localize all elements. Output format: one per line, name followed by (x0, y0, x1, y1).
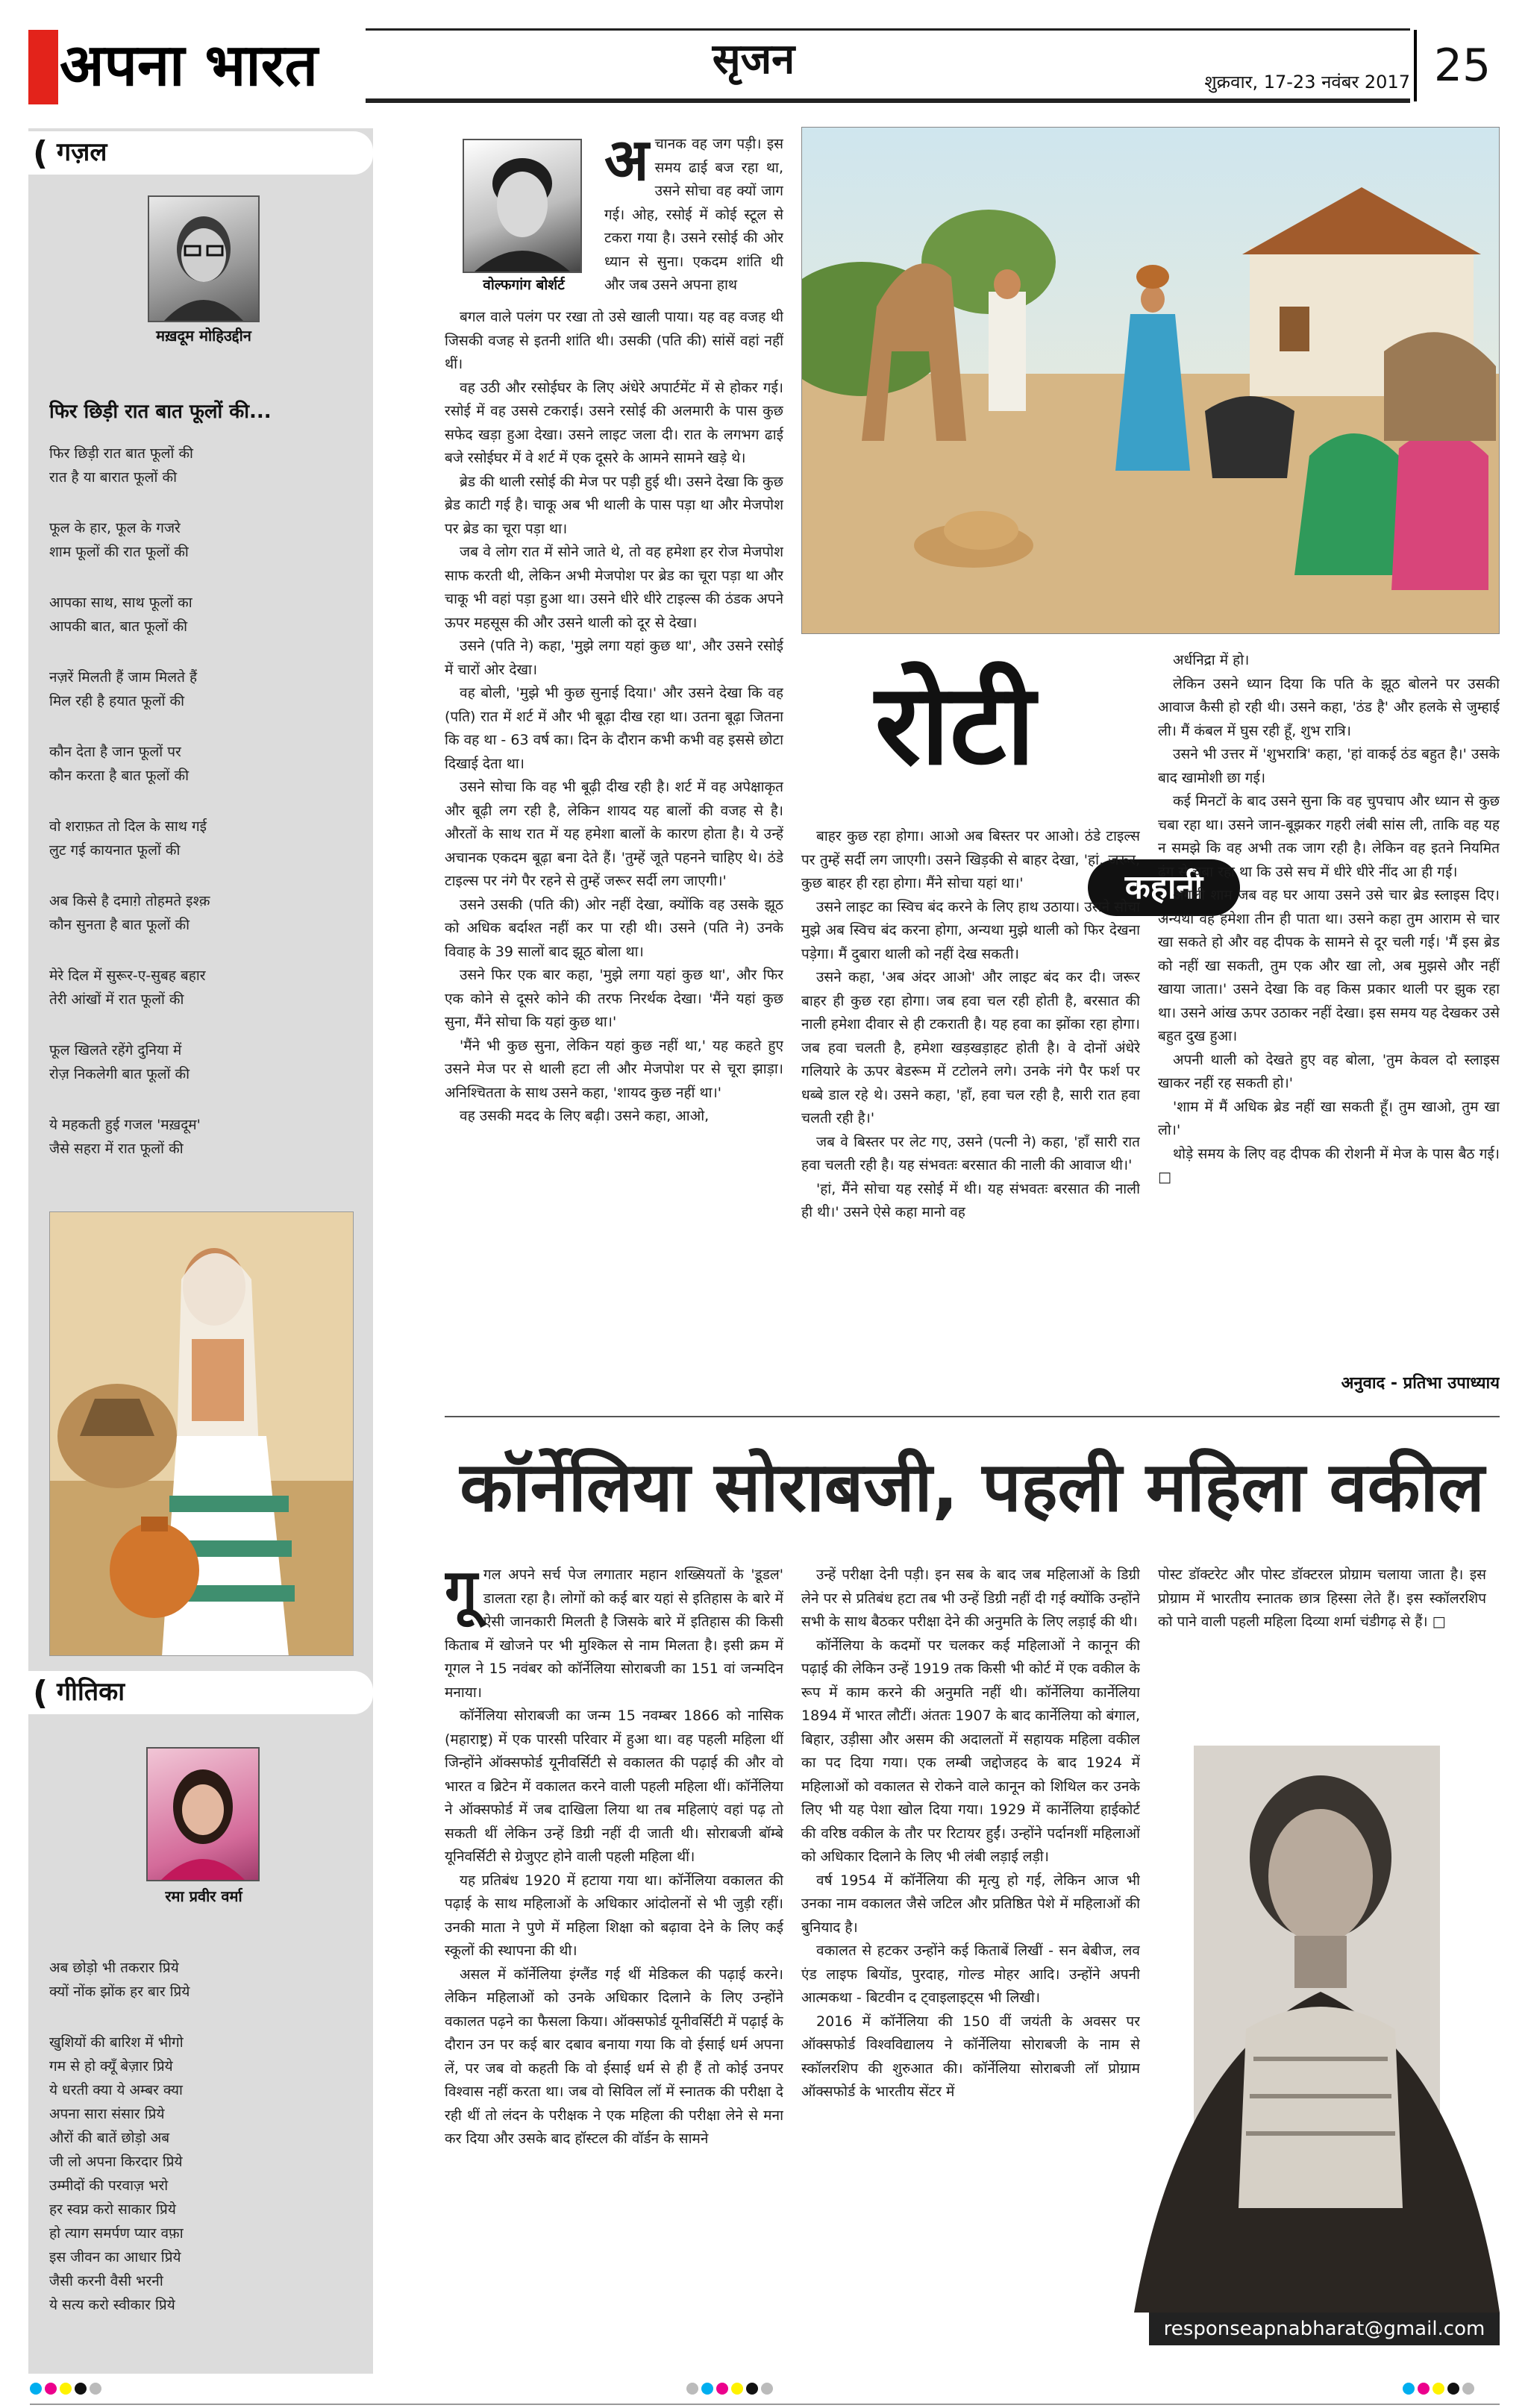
article-col3 (1158, 1564, 1486, 1743)
paragraph: लेकिन उसने ध्यान दिया कि पति के झूठ बोलने पर उसकी आवाज कैसी हो रही थी। उसने कहा, 'ठंड है' और हलके से जुम्हाई ली। मैं कंबल में घुस रही हूँ, शुभ रात्रि। (1158, 675, 1500, 739)
ghazal-poem (49, 442, 363, 1299)
story-col3 (1158, 649, 1500, 1373)
ghazal-title: फिर छिड़ी रात बात फूलों की... (49, 401, 272, 423)
response-email[interactable]: responseapnabharat@gmail.com (1149, 2313, 1500, 2345)
paragraph: यह प्रतिबंध 1920 में हटाया गया था। कॉर्नेलिया वकालत की पढ़ाई के साथ महिलाओं के अधिकार आंदोलनों से भी जुड़ी रहीं। उनकी माता ने पुणे में महिला शिक्षा को बढ़ावा देने के लिए कई स्कूलों की स्थापना की थी। (445, 1872, 783, 1959)
poem-line: आपका साथ, साथ फूलों का (49, 595, 192, 611)
cornelia-portrait-icon (1134, 1746, 1500, 2313)
poem-stanza (49, 591, 363, 639)
poem-line: हो त्याग समर्पण प्यार वफ़ा (49, 2225, 184, 2242)
cornelia-portrait (1134, 1746, 1500, 2313)
paragraph: वह उसकी मदद के लिए बढ़ी। उसने कहा, आओ, (460, 1108, 710, 1124)
portrait-man-icon (149, 197, 258, 321)
poem-stanza (49, 740, 363, 788)
story-col2 (801, 825, 1140, 1401)
ghazal-tab (28, 131, 373, 175)
poem-stanza (49, 442, 363, 489)
tab-bracket-icon: ( (33, 1674, 48, 1712)
poem-line: उम्मीदों की परवाज़ भरो (49, 2177, 169, 2194)
poem-line: जैसी करनी वैसी भरनी (49, 2273, 163, 2289)
story-author-name: वोल्फगांग बोर्शर्ट (483, 277, 565, 293)
poem-line: खुशियों की बारिश में भीगो (49, 2034, 184, 2051)
masthead-bottom-rule (366, 98, 1410, 103)
poem-line: गम से हो क्यूँ बेज़ार प्रिये (49, 2058, 173, 2075)
poem-line: लुट गई कायनात फूलों की (49, 842, 181, 859)
paragraph: उसने भी उत्तर में 'शुभरात्रि' कहा, 'हां वाकई ठंड बहुत है।' उसके बाद खामोशी छा गई। (1158, 746, 1500, 786)
poem-line: फूल के हार, फूल के गजरे (49, 520, 181, 536)
paragraph: अर्धनिद्रा में हो। (1173, 652, 1250, 668)
paragraph: 2016 में कॉर्नेलिया की 150 वीं जयंती के अवसर पर ऑक्सफोर्ड विश्वविद्यालय ने कॉर्नेलिया सोराबजी के नाम से स्कॉलरशिप की शुरुआत की। कॉर्नेलिया सोराबजी लॉ प्रोग्राम ऑक्सफोर्ड के भारतीय सेंटर में (801, 2013, 1140, 2100)
story-col1-intro (604, 133, 783, 306)
poem-stanza (49, 665, 363, 713)
paragraph: उसने फिर एक बार कहा, 'मुझे लगा यहां कुछ था', और फिर एक कोने से दूसरे कोने की तरफ निरर्थक देखा। 'मैंने यहां कुछ सुना, मैंने सोचा कि यहां कुछ था।' (445, 967, 783, 1030)
paragraph: उसने उसकी (पति की) ओर नहीं देखा, क्योंकि वह उसके झूठ को अधिक बर्दाश्त नहीं कर पा रही थी। उसने (पति ने) उनके विवाह के 39 सालों बाद झूठ बोला था। (445, 896, 783, 960)
paragraph: 'शाम में मैं अधिक ब्रेड नहीं खा सकती हूँ। तुम खाओ, तुम खा लो।' (1158, 1098, 1500, 1138)
paragraph: कई मिनटों के बाद उसने सुना कि वह चुपचाप और ध्यान से कुछ चबा रहा था। उसने जान-बूझकर गहरी लंबी सांस ली, ताकि वह यह न समझे कि वह अभी तक जाग रही है। लेकिन वह इतने नियमित ढंग से चबा रहा था कि उसे सच में धीरे धीरे नींद आ ही गई। (1158, 793, 1500, 880)
paragraph: अपनी थाली को देखते हुए वह बोला, 'तुम केवल दो स्लाइस खाकर नहीं रह सकती हो।' (1158, 1051, 1500, 1091)
article-col2 (801, 1564, 1140, 2339)
ghazal-tab-label: गज़ल (57, 137, 107, 167)
story-title: रोटी (874, 660, 1036, 790)
poem-line: क्यों नोंक झोंक हर बार प्रिये (49, 1984, 190, 2000)
story-col1-intro-text: चानक वह जग पड़ी। इस समय ढाई बज रहा था, उसने सोचा वह क्यों जाग गई। ओह, रसोई में कोई स्टूल से टकरा गया है। उसने रसोई की ओर ध्यान से सुना। एकदम शांति थी और जब उसने अपना हाथ (604, 136, 783, 293)
masthead-top-rule (366, 28, 1410, 31)
geetika-poem (49, 1956, 363, 2374)
poem-line: इस जीवन का आधार प्रिये (49, 2249, 181, 2266)
story-translator: अनुवाद - प्रतिभा उपाध्याय (1341, 1374, 1500, 1393)
paragraph: 'हां, मैंने सोचा यह रसोई में थी। यह संभवतः बरसात की नाली ही थी।' उसने ऐसे कहा मानो वह (801, 1180, 1140, 1220)
article-col1 (445, 1564, 783, 2339)
poem-stanza (49, 1113, 363, 1161)
poet1-name: मख़दूम मोहिउद्दीन (156, 327, 251, 345)
registration-dots-center (686, 2383, 836, 2399)
poem-line: कौन सुनता है बात फूलों की (49, 917, 190, 933)
paragraph: उसने (पति ने) कहा, 'मुझे लगा यहां कुछ था', और उसने रसोई में चारों ओर देखा। (445, 638, 783, 678)
story-label: कहानी (1088, 859, 1240, 916)
poem-line: रोज़ निकलेगी बात फूलों की (49, 1066, 190, 1082)
story-col1 (445, 306, 783, 1401)
poem-line: कौन देता है जान फूलों पर (49, 744, 181, 760)
poem-line: अपना सारा संसार प्रिये (49, 2106, 165, 2122)
poem-line: वो शराफ़त तो दिल के साथ गई (49, 818, 207, 835)
poem-line: ये सत्य करो स्वीकार प्रिये (49, 2297, 175, 2313)
poem-line: कौन करता है बात फूलों की (49, 768, 190, 784)
poem-line: मिल रही है हयात फूलों की (49, 693, 185, 709)
paragraph: असल में कॉर्नेलिया इंग्लैंड गई थीं मेडिकल की पढ़ाई करने। लेकिन महिलाओं को उनके अधिकार दिलाने के लिए उन्होंने वकालत पढ़ने का फैसला किया। ऑक्सफोर्ड यूनीवर्सिटी में पढ़ाई के दौरान उन पर कई बार दबाव बनाया गया कि वो ईसाई धर्म अपना लें, पर जब वो कहती कि वो ईसाई धर्म से ही हैं तो कोई उनपर विश्वास नहीं करता था। जब वो सिविल लॉ में स्नातक की परीक्षा दे रही थीं तो लंदन के परीक्षक ने एक महिला की परीक्षा लेने से मना कर दिया और उसके बाद हॉस्टल की वॉर्डन के सामने (445, 1966, 783, 2147)
portrait-man-icon (464, 140, 580, 272)
article-title: कॉर्नेलिया सोराबजी, पहली महिला वकील (460, 1447, 1485, 1527)
woman-painting (49, 1211, 354, 1656)
paragraph: 'मैंने भी कुछ सुना, लेकिन यहां कुछ नहीं था,' यह कहते हुए उसने मेज पर से थाली हटा ली और मेजपोश पर से चूरा झाड़ा। अनिश्चितता के साथ उसने कहा, 'शायद कुछ नहीं था।' (445, 1037, 783, 1101)
geetika-tab-label: गीतिका (57, 1677, 125, 1707)
paragraph: उसने लाइट का स्विच बंद करने के लिए हाथ उठाया। उसने सोचा मुझे अब स्विच बंद करना होगा, अन्यथा मुझे थाली को फिर देखना पड़ेगा। मैं दुबारा थाली को नहीं देख सकती। (801, 898, 1140, 962)
paragraph: वह बोली, 'मुझे भी कुछ सुनाई दिया।' और उसने देखा कि वह (पति) रात में शर्ट में और भी बूढ़ा दीख रहा था। उतना बूढ़ा जितना कि वह था - 63 वर्ष का। दिन के दौरान कभी कभी वह इससे छोटा दिखाई देता था। (445, 685, 783, 772)
poem-stanza (49, 964, 363, 1012)
poem-stanza (49, 889, 363, 937)
logo-text: अपना भारत (60, 32, 318, 99)
article-col1-intro-text: गल अपने सर्च पेज लगातार महान शख्सियतों के 'डूडल' डालता रहा है। लोगों को कई बार यहां से इतिहास के बारे में ऐसी जानकारी मिलती है जिसके बारे में इतिहास की किसी किताब में खोजने पर भी मुश्किल से नाम मिलता है। इसी क्रम में गूगल ने 15 नवंबर को कॉर्नेलिया सोराबजी का 151 वां जन्मदिन मनाया। (445, 1567, 783, 1701)
registration-dots-left (30, 2383, 179, 2399)
paragraph: जब वे बिस्तर पर लेट गए, उसने (पत्नी ने) कहा, 'हाँ सारी रात हवा चलती रही है। यह संभवतः बरसात की नाली की आवाज थी।' (801, 1133, 1140, 1173)
left-sidebar (28, 128, 373, 2374)
paragraph: वह उठी और रसोईघर के लिए अंधेरे अपार्टमेंट में से होकर गई। रसोई में वह उससे टकराई। उसने रसोई की अलमारी के पास कुछ सफेद खड़ा हुआ देखा। उसने लाइट जला दी। रात के लगभग ढाई बजे रसोईघर में वे शर्ट में एक दूसरे के आमने सामने खड़े थे। (445, 379, 783, 466)
paragraph: बगल वाले पलंग पर रखा तो उसे खाली पाया। यह वह वजह थी जिसकी वजह से इतनी शांति थी। उसकी (पति की) सांसें वहां नहीं थीं। (445, 309, 783, 372)
poem-line: शाम फूलों की रात फूलों की (49, 544, 189, 560)
story-dropcap: अ (604, 133, 649, 194)
poem-line: नज़रें मिलती हैं जाम मिलते हैं (49, 669, 198, 686)
paragraph: वर्ष 1954 में कॉर्नेलिया की मृत्यु हो गई, लेकिन आज भी उनका नाम वकालत जैसे जटिल और प्रतिष्ठित पेशे में महिलाओं की बुनियाद है। (801, 1872, 1140, 1936)
page-number: 25 (1433, 40, 1491, 92)
section-title: सृजन (712, 35, 795, 84)
poem-stanza (49, 2031, 363, 2317)
village-painting (801, 127, 1500, 634)
poem-stanza (49, 1038, 363, 1086)
poem-line: फिर छिड़ी रात बात फूलों की (49, 445, 193, 462)
poem-line: हर स्वप्न करो साकार प्रिये (49, 2201, 176, 2218)
poem-line: तेरी आंखों में रात फूलों की (49, 991, 184, 1008)
poem-line: ये महकती हुई गजल 'मख़दूम' (49, 1117, 201, 1133)
poem-line: ये धरती क्या ये अम्बर क्या (49, 2082, 183, 2098)
poem-line: अब छोड़ो भी तकरार प्रिये (49, 1960, 179, 1976)
paragraph: जब वे लोग रात में सोने जाते थे, तो वह हमेशा हर रोज मेजपोश साफ करती थी, लेकिन अभी मेजपोश पर ब्रेड का चूरा पड़ा था और चाकू भी वहां पड़ा हुआ था। उसने धीरे धीरे टाइल्स की ठंडक अपने ऊपर महसूस की और उसने थाली को दूर से देखा। (445, 544, 783, 631)
poet2-name: रमा प्रवीर वर्मा (165, 1887, 242, 1905)
paragraph: अगली शाम जब वह घर आया उसने उसे चार ब्रेड स्लाइस दिए। अन्यथा वह हमेशा तीन ही पाता था। उसने कहा तुम आराम से चार खा सकते हो और वह दीपक के सामने से दूर चली गई। 'मैं इस ब्रेड को नहीं खा सकती, तुम एक और खा लो, अब मुझसे और नहीं खाया जाता।' उसने देखा कि वह किस प्रकार थाली पर झुक रहा था। उसने आंख ऊपर उठाकर नहीं देखा। इस समय यह देखकर उसे बहुत दुख हुआ। (1158, 887, 1500, 1044)
poem-stanza (49, 516, 363, 564)
woman-with-pot-painting-icon (50, 1212, 354, 1656)
paragraph: उसने सोचा कि वह भी बूढ़ी दीख रही है। शर्ट में वह अपेक्षाकृत और बूढ़ी लग रही है, लेकिन शायद यह बालों की वजह से है। औरतों के साथ रात में यह हमेशा बालों के कारण होता है। ये उन्हें अचानक एकदम बूढ़ा बना देते हैं। 'तुम्हें जूते पहनने चाहिए थे। ठंडे टाइल्स पर नंगे पैर रहने से तुम्हें जरूर सर्दी लग जाएगी।' (445, 779, 783, 889)
poem-line: औरों की बातें छोड़ो अब (49, 2130, 170, 2146)
poem-line: अब किसे है दमाग़े तोहमते इश्क़ (49, 893, 210, 909)
paragraph: कॉर्नेलिया सोराबजी का जन्म 15 नवम्बर 1866 को नासिक (महाराष्ट्र) में एक पारसी परिवार में हुआ था। वह पहली महिला थीं जिन्होंने ऑक्सफोर्ड यूनीवर्सिटी से वकालत की पढ़ाई की और वो भारत व ब्रिटेन में वकालत करने वाली पहली महिला थीं। कॉर्नेलिया ने ऑक्सफोर्ड में जब दाखिला लिया था तब महिलाएं वहां पढ़ तो सकती थीं लेकिन उन्हें डिग्री नहीं दी जाती थी। सोराबजी बॉम्बे यूनिवर्सिटी से ग्रेजुएट होने वाली पहली महिला थीं। (445, 1708, 783, 1865)
paragraph: कॉर्नेलिया के कदमों पर चलकर कई महिलाओं ने कानून की पढ़ाई की लेकिन उन्हें 1919 तक किसी भी कोर्ट में एक वकील के रूप में काम करने की अनुमति नहीं थी। कॉर्नेलिया कार्नेलिया 1894 में भारत लौटीं। अंततः 1907 के बाद कार्नेलिया को बंगाल, बिहार, उड़ीसा और असम की अदालतों में सहायक महिला वकील का पद दिया गया। एक लम्बी जद्दोजहद के बाद 1924 में महिलाओं को वकालत से रोकने वाले कानून को शिथिल कर उनके लिए भी यह पेशा खोल दिया गया। 1929 में कार्नेलिया हाईकोर्ट की वरिष्ठ वकील के तौर पर रिटायर हुईं। उन्होंने पर्दानशीं महिलाओं को अधिकार दिलाने के लिए भी लंबी लड़ाई लड़ी। (801, 1637, 1140, 1865)
logo-red-block (28, 30, 58, 104)
paragraph: उसने कहा, 'अब अंदर आओ' और लाइट बंद कर दी। जरूर बाहर ही कुछ रहा होगा। जब हवा चल रही होती है, बरसात की नाली हमेशा दीवार से ही टकराती है। यह हवा का झोंका रहा होगा। जब हवा चलती है, हमेशा खड़खड़ाहट होती है। वे दोनों अंधेरे गलियारे के ऊपर बेडरूम में टटोलने लगे। उनके नंगे पैर फर्श पर धब्बे डाल रहे थे। उसने कहा, 'हाँ, हवा चल रही है, सारी रात हवा चलती रही है।' (801, 969, 1140, 1126)
paragraph: उन्हें परीक्षा देनी पड़ी। इन सब के बाद जब महिलाओं के डिग्री लेने पर से प्रतिबंध हटा तब भी उन्हें डिग्री नहीं दी गई क्योंकि उन्होंने सभी के साथ बैठकर परीक्षा देने की अनुमति के लिए लड़ाई की थी। (801, 1567, 1140, 1630)
story-author-photo (463, 139, 582, 273)
bottom-rule (30, 2404, 1500, 2405)
paragraph: बाहर कुछ रहा होगा। आओ अब बिस्तर पर आओ। ठंडे टाइल्स पर तुम्हें सर्दी लग जाएगी। उसने खिड़की से बाहर देखा, 'हां, जरूर, कुछ बाहर ही रहा होगा। मैंने सोचा यहां था।' (801, 828, 1140, 891)
article-col3-text: पोस्ट डॉक्टरेट और पोस्ट डॉक्टरल प्रोग्राम चलाया जाता है। इस प्रोग्राम में भारतीय स्नातक छात्र हिस्सा लेते हैं। इस स्कॉलरशिप को पाने वाली पहली महिला दिव्या शर्मा चंडीगढ़ से हैं। □ (1158, 1567, 1486, 1630)
tab-bracket-icon: ( (33, 134, 48, 172)
paragraph: ब्रेड की थाली रसोई की मेज पर पड़ी हुई थी। उसने देखा कि कुछ ब्रेड काटी गई है। चाकू अब भी थाली के पास पड़ा था और मेजपोश पर ब्रेड का चूरा पड़ा था। (445, 473, 783, 537)
paragraph: वकालत से हटकर उन्होंने कई किताबें लिखीं - सन बेबीज, लव एंड लाइफ बियोंड, पुरदाह, गोल्ड मोहर आदि। उन्होंने अपनी आत्मकथा - बिटवीन द ट्वाइलाइट्स भी लिखी। (801, 1943, 1140, 2006)
registration-dots-right (1403, 2383, 1515, 2399)
poem-line: जी लो अपना किरदार प्रिये (49, 2154, 183, 2170)
village-scene-painting-icon (802, 128, 1500, 634)
poet1-photo (148, 195, 260, 322)
poem-stanza (49, 1956, 363, 2004)
article-dropcap: गू (445, 1564, 478, 1625)
masthead (0, 0, 1528, 112)
paragraph: थोड़े समय के लिए वह दीपक की रोशनी में मेज के पास बैठ गई। □ (1158, 1145, 1500, 1185)
page-number-divider (1414, 30, 1417, 101)
poet2-photo (146, 1747, 260, 1881)
poem-line: आपकी बात, बात फूलों की (49, 618, 188, 635)
poem-line: मेरे दिल में सुरूर-ए-सुबह बहार (49, 968, 206, 984)
poem-line: रात है या बारात फूलों की (49, 469, 178, 486)
geetika-tab (28, 1671, 373, 1714)
poem-stanza (49, 815, 363, 862)
portrait-woman-icon (148, 1749, 258, 1880)
section-divider (445, 1416, 1500, 1417)
poem-line: जैसे सहरा में रात फूलों की (49, 1141, 184, 1157)
poem-line: फूल खिलते रहेंगे दुनिया में (49, 1042, 182, 1059)
issue-date: शुक्रवार, 17-23 नवंबर 2017 (1204, 72, 1410, 93)
